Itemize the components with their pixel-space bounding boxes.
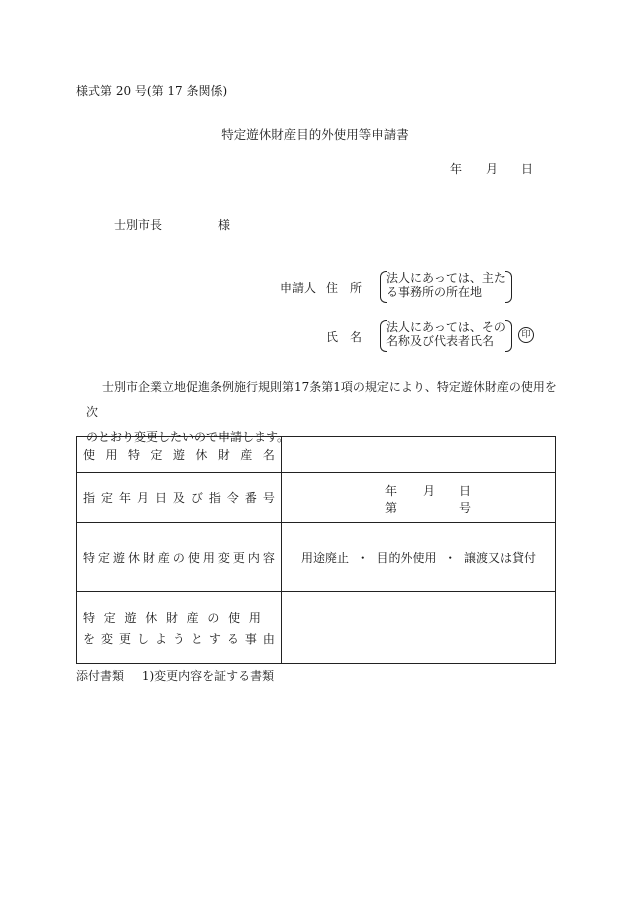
name-note-line1: 法人にあっては、その [386, 320, 506, 334]
header-char: 更 [118, 631, 131, 646]
header-char: 遊 [124, 610, 137, 625]
row3-header-cell [77, 523, 282, 592]
header-char: 及 [172, 491, 185, 505]
date-day-label: 日 [521, 162, 534, 176]
header-char: し [136, 631, 149, 646]
header-char: 月 [136, 491, 149, 505]
row4-header-cell [77, 592, 282, 664]
header-char: 遊 [112, 550, 125, 565]
row1-value-cell[interactable] [282, 437, 556, 473]
header-char: 定 [150, 448, 163, 462]
row2-year: 年 [385, 483, 398, 498]
header-char: 休 [195, 448, 208, 462]
header-char: 遊 [172, 448, 185, 462]
header-char: 財 [142, 550, 155, 565]
header-char: と [190, 631, 203, 646]
row2-month: 月 [423, 483, 436, 498]
header-char: 変 [100, 631, 113, 646]
header-char: 財 [165, 610, 178, 625]
header-char: 特 [127, 448, 140, 462]
name-note [386, 320, 506, 350]
option-separator: ・ [444, 550, 457, 565]
header-char: 休 [127, 550, 140, 565]
header-char: 由 [262, 631, 275, 646]
option-jouto-kashitsuke[interactable]: 譲渡又は貸付 [463, 550, 536, 565]
row2-dai: 第 [385, 500, 398, 515]
table-row [77, 523, 556, 592]
addressee-name: 士別市長 [114, 218, 163, 232]
option-mokutekigai-shiyou[interactable]: 目的外使用 [376, 550, 437, 565]
header-char: 事 [244, 631, 257, 646]
header-char: 日 [154, 491, 167, 505]
header-char: 容 [262, 550, 275, 565]
header-char: を [83, 631, 96, 646]
header-char: 産 [240, 448, 253, 462]
header-char: 指 [208, 491, 221, 505]
row3-value-cell[interactable] [282, 523, 556, 592]
header-char: 名 [262, 448, 275, 462]
application-table [76, 436, 556, 664]
header-char: る [226, 631, 239, 646]
header-char: 用 [248, 610, 261, 625]
header-char: 定 [103, 610, 116, 625]
header-char: 指 [83, 491, 96, 505]
body-line1: 士別市企業立地促進条例施行規則第17条第1項の規定により、特定遊休財産の使用を次 [86, 380, 557, 419]
header-char: う [172, 631, 185, 646]
header-char: 号 [262, 491, 275, 505]
date-year-label: 年 [450, 162, 463, 176]
header-char: の [172, 550, 185, 565]
row4-value-cell[interactable] [282, 592, 556, 664]
header-char: 定 [97, 550, 110, 565]
header-char: 更 [232, 550, 245, 565]
address-note-line2: る事務所の所在地 [386, 285, 483, 299]
attachments-label: 添付書類 [76, 669, 125, 683]
header-char: 特 [83, 550, 96, 565]
header-char: 使 [83, 448, 96, 462]
header-char: 使 [228, 610, 241, 625]
row4-header-line2 [83, 630, 275, 647]
date-month-label: 月 [486, 162, 499, 176]
option-youto-haishi[interactable]: 用途廃止 [301, 550, 350, 565]
row2-day: 日 [459, 483, 472, 498]
address-label: 住 所 [326, 281, 363, 295]
header-char: 産 [157, 550, 170, 565]
header-char: 番 [244, 491, 257, 505]
header-char: の [207, 610, 220, 625]
header-char: 内 [247, 550, 260, 565]
seal-icon: 印 [518, 327, 534, 343]
header-char: 年 [118, 491, 131, 505]
addressee-honorific: 様 [218, 218, 231, 232]
applicant-label: 申請人 [280, 281, 317, 295]
header-char: 用 [105, 448, 118, 462]
header-char: 休 [145, 610, 158, 625]
header-char: 令 [226, 491, 239, 505]
header-char: 定 [100, 491, 113, 505]
header-char: 用 [202, 550, 215, 565]
row2-header-cell [77, 473, 282, 523]
body-line2: のとおり変更したいので申請します。 [86, 430, 290, 444]
header-char: 特 [83, 610, 96, 625]
attachments-item1: 1)変更内容を証する書類 [141, 669, 275, 683]
header-char: 使 [187, 550, 200, 565]
row3-header [83, 549, 275, 566]
row1-header [83, 446, 275, 463]
table-row [77, 473, 556, 523]
header-char: び [190, 491, 203, 505]
table-row [77, 592, 556, 664]
attachments [76, 667, 274, 684]
row2-value-cell[interactable] [282, 473, 556, 523]
option-separator: ・ [356, 550, 369, 565]
form-number: 様式第 20 号(第 17 条関係) [76, 84, 228, 98]
row2-go: 号 [459, 500, 472, 515]
name-note-line2: 名称及び代表者氏名 [386, 334, 495, 348]
document-title: 特定遊休財産目的外使用等申請書 [221, 127, 409, 142]
address-note [386, 271, 506, 301]
address-note-line1: 法人にあっては、主た [386, 271, 506, 285]
header-char: 財 [217, 448, 230, 462]
row1-header-cell [77, 437, 282, 473]
header-char: す [208, 631, 221, 646]
table-row [77, 437, 556, 473]
header-char: よ [154, 631, 167, 646]
header-char: 変 [217, 550, 230, 565]
name-label: 氏 名 [326, 330, 363, 344]
row4-header-line1 [83, 609, 275, 626]
row2-header [83, 489, 275, 506]
header-char: 産 [186, 610, 199, 625]
